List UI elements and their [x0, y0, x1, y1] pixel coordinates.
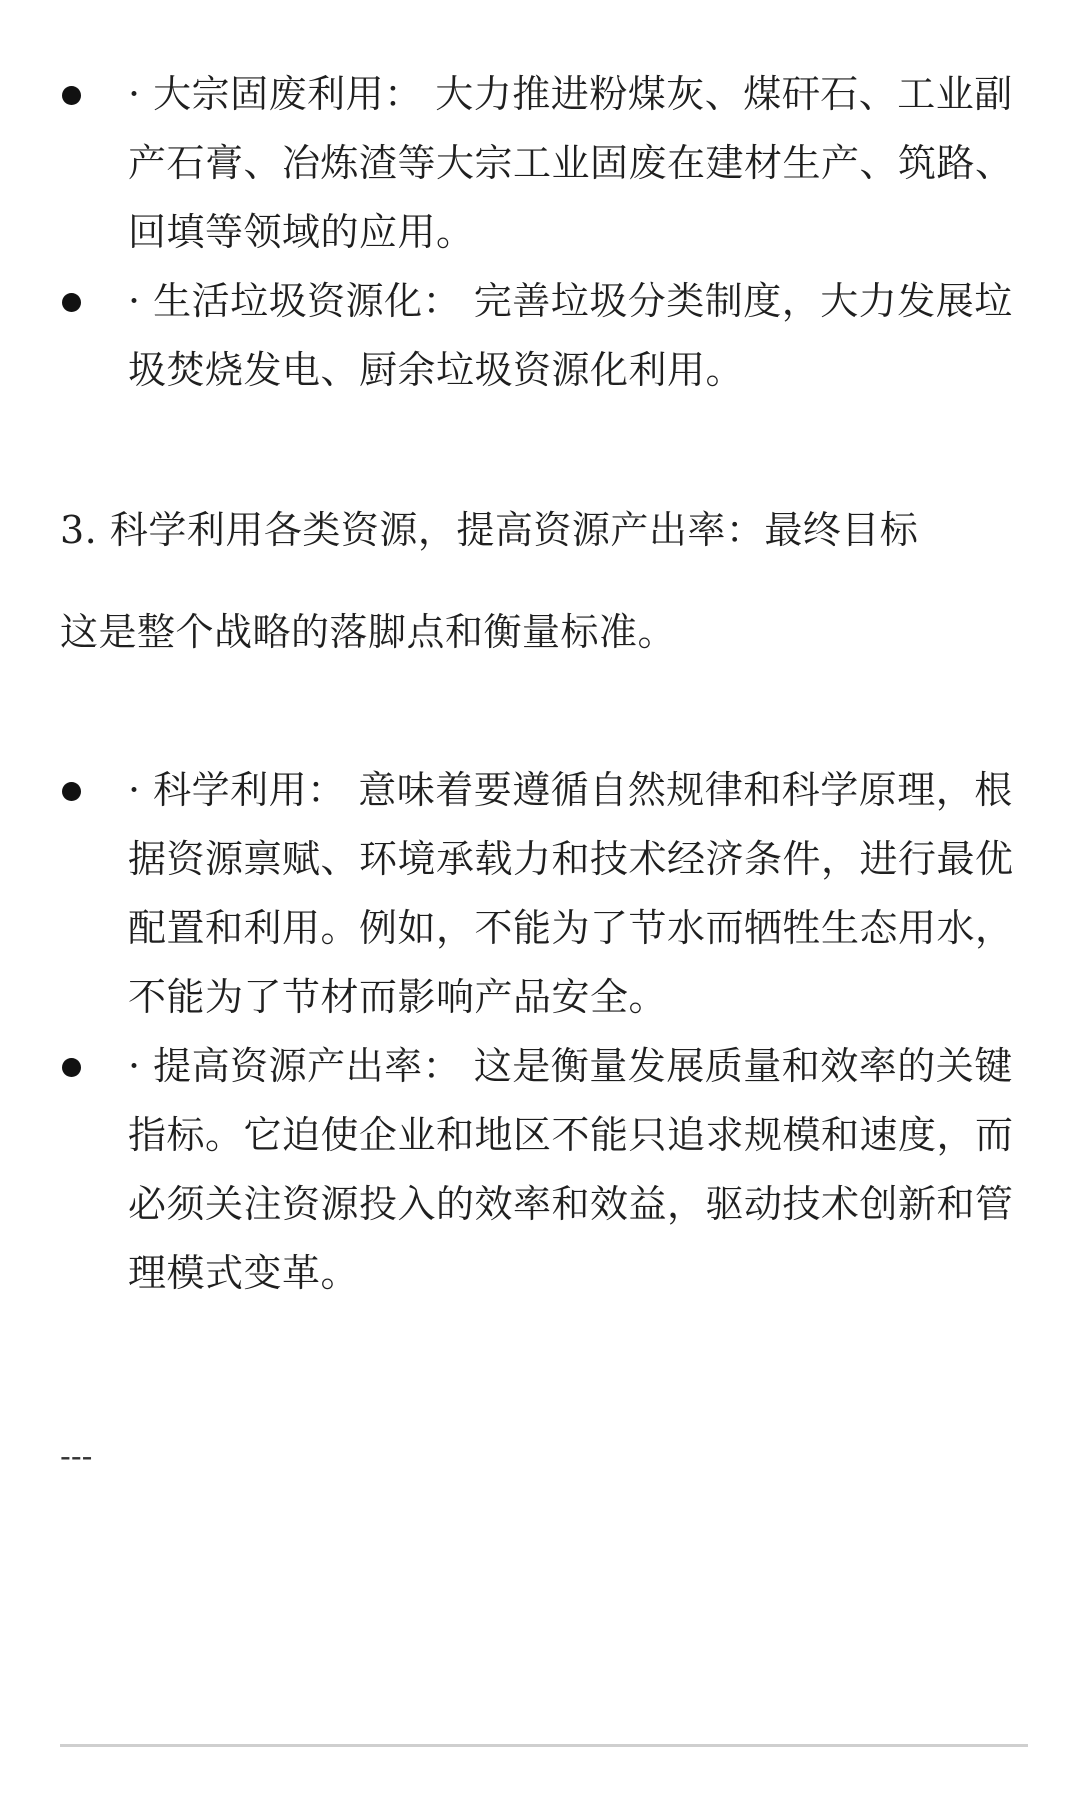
bullet-dot-icon — [62, 86, 81, 105]
bullet-list-solid-waste — [60, 60, 1020, 405]
list-item-text: · 生活垃圾资源化： 完善垃圾分类制度，大力发展垃圾焚烧发电、厨余垃圾资源化利用。 — [128, 279, 1013, 392]
section-heading: 3. 科学利用各类资源，提高资源产出率：最终目标 — [60, 508, 919, 552]
bullet-dot-icon — [62, 1058, 81, 1077]
bullet-dot-icon — [62, 293, 81, 312]
section-intro: 这是整个战略的落脚点和衡量标准。 — [60, 610, 677, 654]
divider — [60, 1744, 1028, 1747]
list-item-text: · 提高资源产出率： 这是衡量发展质量和效率的关键指标。它迫使企业和地区不能只追求规模和速度，而必须关注资源投入的效率和效益，驱动技术创新和管理模式变革。 — [128, 1044, 1014, 1295]
list-item — [60, 756, 1020, 1032]
list-item — [60, 60, 1020, 267]
list-item — [60, 267, 1020, 405]
document-body — [60, 60, 1020, 1476]
bullet-list-resource-use — [60, 756, 1020, 1308]
list-item — [60, 1032, 1020, 1308]
list-item-text: · 大宗固废利用： 大力推进粉煤灰、煤矸石、工业副产石膏、冶炼渣等大宗工业固废在建材生产、筑路、回填等领域的应用。 — [128, 72, 1014, 254]
separator-text: --- — [60, 1437, 93, 1475]
list-item-text: · 科学利用： 意味着要遵循自然规律和科学原理，根据资源禀赋、环境承载力和技术经济条件，进行最优配置和利用。例如，不能为了节水而牺牲生态用水，不能为了节材而影响产品安全。 — [128, 768, 1014, 1019]
bullet-dot-icon — [62, 782, 81, 801]
